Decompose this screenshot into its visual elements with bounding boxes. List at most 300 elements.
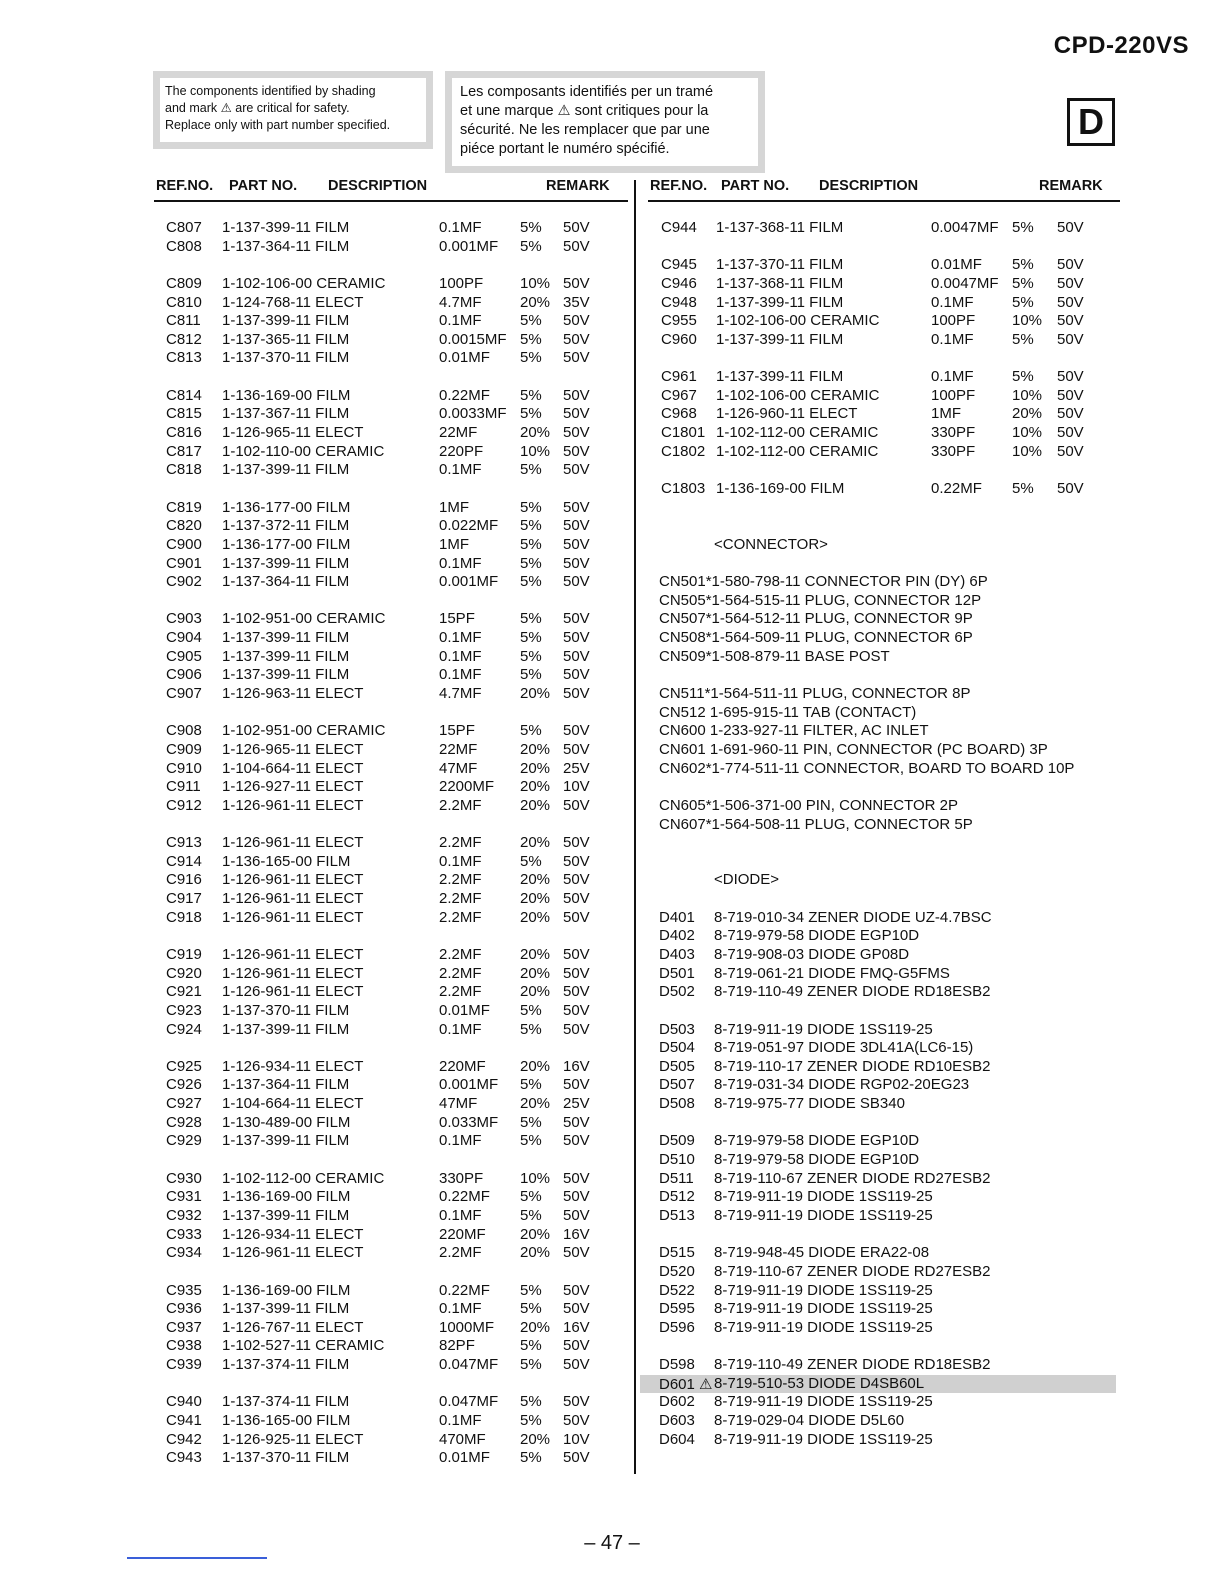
tolerance: 5% <box>520 573 542 591</box>
tolerance: 10% <box>520 274 551 292</box>
parts-list-right <box>0 219 1224 1449</box>
voltage: 50V <box>563 945 590 963</box>
part-no-desc: 1-126-963-11 ELECT <box>222 685 364 703</box>
tolerance: 5% <box>520 1001 542 1019</box>
tolerance: 5% <box>520 1076 542 1094</box>
value: 2.2MF <box>439 871 482 889</box>
part-no-desc: 8-719-510-53 DIODE D4SB60L <box>714 1374 925 1392</box>
ref-no: D501 <box>659 964 695 982</box>
notice-line: Replace only with part number specified. <box>165 118 391 132</box>
tolerance: 10% <box>1012 424 1043 442</box>
value: 1MF <box>931 405 961 423</box>
tolerance: 20% <box>520 1095 551 1113</box>
part-no-desc: 1-137-399-11 FILM <box>222 219 350 236</box>
voltage: 50V <box>563 964 590 982</box>
table-row <box>0 424 1224 443</box>
ref-no: C814 <box>166 386 202 404</box>
part-no-desc: 1-136-165-00 FILM <box>222 852 351 870</box>
part-no-desc: 1-137-399-11 FILM <box>222 666 350 684</box>
diode-row <box>0 1300 1224 1319</box>
voltage: 50V <box>1057 442 1084 460</box>
ref-no: C816 <box>166 424 202 442</box>
ref-no: C968 <box>661 405 697 423</box>
part-no-desc: 1-137-399-11 FILM <box>222 1132 350 1150</box>
header-ref: REF.NO. <box>156 178 214 194</box>
tolerance: 20% <box>520 293 551 311</box>
tolerance: 5% <box>1012 274 1034 292</box>
part-no-desc: 1-126-961-11 ELECT <box>222 908 364 926</box>
diode-row <box>0 1375 1224 1394</box>
notice-line: piéce portant le numéro spécifié. <box>460 141 670 157</box>
value: 1MF <box>439 535 469 553</box>
footer-rule <box>127 1557 267 1559</box>
ref-no: C941 <box>166 1412 202 1429</box>
voltage: 50V <box>1057 330 1084 348</box>
ref-no: C809 <box>166 274 202 292</box>
connector-entry: CN600 1-233-927-11 FILTER, AC INLET <box>659 722 929 740</box>
voltage: 50V <box>563 1020 590 1038</box>
table-row <box>0 331 1224 350</box>
part-no-desc: 1-126-965-11 ELECT <box>222 740 364 758</box>
ref-no: C938 <box>166 1337 202 1355</box>
diode-row <box>0 1021 1224 1040</box>
diode-row <box>0 1263 1224 1282</box>
tolerance: 20% <box>520 778 551 796</box>
diode-row <box>0 909 1224 928</box>
part-no-desc: 1-126-961-11 ELECT <box>222 945 364 963</box>
ref-no: D403 <box>659 945 695 963</box>
value: 0.1MF <box>439 1206 482 1224</box>
voltage: 10V <box>563 1430 590 1448</box>
part-no-desc: 1-126-925-11 ELECT <box>222 1430 364 1448</box>
tolerance: 5% <box>520 1356 542 1374</box>
diode-row <box>0 1356 1224 1375</box>
ref-no: C925 <box>166 1057 202 1075</box>
connector-row <box>0 704 1224 723</box>
ref-no: C907 <box>166 685 202 703</box>
part-no-desc: 1-137-368-11 FILM <box>716 274 844 292</box>
connector-row <box>0 573 1224 592</box>
voltage: 50V <box>1057 479 1084 497</box>
tolerance: 5% <box>520 386 542 404</box>
table-row <box>0 387 1224 406</box>
connector-row <box>0 816 1224 835</box>
tolerance: 5% <box>520 610 542 628</box>
connector-entry: CN501*1-580-798-11 CONNECTOR PIN (DY) 6P <box>659 573 988 591</box>
connector-entry: CN511*1-564-511-11 PLUG, CONNECTOR 8P <box>659 685 971 703</box>
voltage: 50V <box>563 1449 590 1467</box>
part-no-desc: 1-137-368-11 FILM <box>716 219 844 236</box>
value: 1000MF <box>439 1318 495 1336</box>
value: 0.001MF <box>439 573 499 591</box>
value: 0.047MF <box>439 1393 499 1411</box>
tolerance: 5% <box>520 517 542 535</box>
ref-no: D520 <box>659 1262 695 1280</box>
ref-no: C960 <box>661 330 697 348</box>
value: 220MF <box>439 1057 486 1075</box>
ref-no: C918 <box>166 908 202 926</box>
ref-no: C921 <box>166 983 202 1001</box>
tolerance: 5% <box>520 498 542 516</box>
row-gap <box>0 461 1224 480</box>
part-no-desc: 1-136-177-00 FILM <box>222 535 351 553</box>
part-no-desc: 1-137-399-11 FILM <box>716 293 844 311</box>
value: 2200MF <box>439 778 495 796</box>
row-gap <box>0 1114 1224 1133</box>
part-no-desc: 1-126-927-11 ELECT <box>222 778 364 796</box>
ref-no: C813 <box>166 349 202 367</box>
value: 470MF <box>439 1430 486 1448</box>
part-no-desc: 1-137-364-11 FILM <box>222 237 350 255</box>
row-gap <box>0 517 1224 536</box>
ref-no: D402 <box>659 927 695 945</box>
connector-row <box>0 722 1224 741</box>
tolerance: 20% <box>520 1225 551 1243</box>
voltage: 10V <box>563 778 590 796</box>
voltage: 25V <box>563 759 590 777</box>
part-no-desc: 1-102-951-00 CERAMIC <box>222 610 386 628</box>
ref-no: C946 <box>661 274 697 292</box>
value: 330PF <box>931 424 976 442</box>
connector-row <box>0 760 1224 779</box>
ref-no: D604 <box>659 1430 695 1448</box>
diode-row <box>0 965 1224 984</box>
value: 220PF <box>439 442 484 460</box>
ref-no: C1802 <box>661 442 706 460</box>
tolerance: 5% <box>520 405 542 423</box>
part-no-desc: 1-104-664-11 ELECT <box>222 759 364 777</box>
tolerance: 5% <box>520 1449 542 1467</box>
part-no-desc: 1-126-961-11 ELECT <box>222 983 364 1001</box>
ref-no: C819 <box>166 498 202 516</box>
part-no-desc: 1-126-961-11 ELECT <box>222 834 364 852</box>
voltage: 50V <box>563 1001 590 1019</box>
value: 0.0047MF <box>931 219 999 236</box>
tolerance: 10% <box>520 442 551 460</box>
tolerance: 20% <box>520 759 551 777</box>
voltage: 50V <box>563 871 590 889</box>
ref-no: D505 <box>659 1057 695 1075</box>
diode-row <box>0 1058 1224 1077</box>
tolerance: 5% <box>1012 479 1034 497</box>
voltage: 50V <box>563 1300 590 1318</box>
diode-row <box>0 1393 1224 1412</box>
diode-row <box>0 1319 1224 1338</box>
ref-no: C945 <box>661 256 697 274</box>
diode-row <box>0 1039 1224 1058</box>
row-gap <box>0 666 1224 685</box>
part-no-desc: 8-719-979-58 DIODE EGP10D <box>714 1151 920 1169</box>
connector-row <box>0 797 1224 816</box>
voltage: 50V <box>1057 274 1084 292</box>
diode-row <box>0 1412 1224 1431</box>
part-no-desc: 1-137-399-11 FILM <box>222 1300 350 1318</box>
section-letter-box: D <box>1067 98 1115 146</box>
connector-entry: CN512 1-695-915-11 TAB (CONTACT) <box>659 703 917 721</box>
tolerance: 5% <box>1012 293 1034 311</box>
diode-row <box>0 1170 1224 1189</box>
ref-no: D596 <box>659 1318 695 1336</box>
tolerance: 5% <box>520 1188 542 1206</box>
tolerance: 5% <box>520 312 542 330</box>
header-remark: REMARK <box>1039 178 1103 194</box>
voltage: 50V <box>563 349 590 367</box>
part-no-desc: 1-124-768-11 ELECT <box>222 293 364 311</box>
diode-row <box>0 983 1224 1002</box>
part-no-desc: 1-136-169-00 FILM <box>222 1281 351 1299</box>
ref-no: D513 <box>659 1206 695 1224</box>
section-title: <DIODE> <box>714 871 780 889</box>
tolerance: 5% <box>520 1300 542 1318</box>
ref-no: C820 <box>166 517 202 535</box>
value: 2.2MF <box>439 908 482 926</box>
ref-no: C961 <box>661 368 697 386</box>
part-no-desc: 1-126-961-11 ELECT <box>222 796 364 814</box>
part-no-desc: 1-126-934-11 ELECT <box>222 1057 364 1075</box>
value: 15PF <box>439 722 475 740</box>
tolerance: 5% <box>520 461 542 479</box>
diode-row <box>0 1244 1224 1263</box>
row-gap <box>0 499 1224 518</box>
ref-no: C913 <box>166 834 202 852</box>
voltage: 50V <box>563 1206 590 1224</box>
ref-no: D598 <box>659 1356 695 1374</box>
value: 0.1MF <box>439 1412 482 1429</box>
ref-no: C928 <box>166 1113 202 1131</box>
ref-no: C940 <box>166 1393 202 1411</box>
value: 0.01MF <box>439 1001 490 1019</box>
ref-no: C900 <box>166 535 202 553</box>
part-no-desc: 1-137-374-11 FILM <box>222 1356 350 1374</box>
part-no-desc: 1-137-399-11 FILM <box>222 461 350 479</box>
ref-no: C912 <box>166 796 202 814</box>
part-no-desc: 8-719-911-19 DIODE 1SS119-25 <box>714 1393 933 1411</box>
voltage: 50V <box>563 890 590 908</box>
header-desc: DESCRIPTION <box>328 178 428 194</box>
part-no-desc: 1-137-370-11 FILM <box>222 1449 350 1467</box>
safety-notice-english <box>160 78 426 142</box>
diode-row <box>0 1282 1224 1301</box>
header-part: PART NO. <box>229 178 298 194</box>
voltage: 50V <box>1057 219 1084 236</box>
part-no-desc: 1-126-965-11 ELECT <box>222 424 364 442</box>
ref-no: C904 <box>166 629 202 647</box>
header-ref: REF.NO. <box>650 178 708 194</box>
value: 47MF <box>439 759 478 777</box>
part-no-desc: 1-137-370-11 FILM <box>222 349 350 367</box>
part-no-desc: 1-137-399-11 FILM <box>222 554 350 572</box>
diode-row <box>0 946 1224 965</box>
tolerance: 5% <box>520 237 542 255</box>
value: 0.1MF <box>439 629 482 647</box>
part-no-desc: 8-719-975-77 DIODE SB340 <box>714 1095 905 1113</box>
part-no-desc: 1-136-169-00 FILM <box>716 479 845 497</box>
part-no-desc: 8-719-911-19 DIODE 1SS119-25 <box>714 1020 933 1038</box>
part-no-desc: 1-137-399-11 FILM <box>222 1206 350 1224</box>
part-no-desc: 1-136-169-00 FILM <box>222 386 351 404</box>
part-no-desc: 1-102-106-00 CERAMIC <box>716 386 880 404</box>
value: 22MF <box>439 740 478 758</box>
header-rule-right <box>648 200 1120 202</box>
tolerance: 5% <box>520 722 542 740</box>
voltage: 50V <box>1057 405 1084 423</box>
part-no-desc: 1-137-399-11 FILM <box>222 1020 350 1038</box>
value: 0.1MF <box>931 368 974 386</box>
tolerance: 10% <box>520 1169 551 1187</box>
table-row <box>0 480 1224 499</box>
header-remark: REMARK <box>546 178 610 194</box>
tolerance: 20% <box>520 685 551 703</box>
ref-no: C818 <box>166 461 202 479</box>
part-no-desc: 1-136-165-00 FILM <box>222 1412 351 1429</box>
part-no-desc: 1-102-112-00 CERAMIC <box>222 1169 385 1187</box>
table-row <box>0 256 1224 275</box>
table-row <box>0 405 1224 424</box>
part-no-desc: 8-719-911-19 DIODE 1SS119-25 <box>714 1318 933 1336</box>
tolerance: 10% <box>1012 312 1043 330</box>
diode-row <box>0 1132 1224 1151</box>
ref-no: D511 <box>659 1169 694 1187</box>
voltage: 50V <box>1057 293 1084 311</box>
ref-no: C1801 <box>661 424 706 442</box>
connector-row <box>0 610 1224 629</box>
value: 0.1MF <box>931 293 974 311</box>
part-no-desc: 1-137-364-11 FILM <box>222 1076 350 1094</box>
part-no-desc: 1-137-370-11 FILM <box>716 256 844 274</box>
tolerance: 5% <box>520 535 542 553</box>
voltage: 50V <box>563 1337 590 1355</box>
row-gap <box>0 1002 1224 1021</box>
ref-no: C810 <box>166 293 202 311</box>
ref-no: D507 <box>659 1076 695 1094</box>
row-gap <box>0 834 1224 853</box>
page-number: – 47 – <box>584 1532 640 1554</box>
voltage: 50V <box>563 983 590 1001</box>
voltage: 50V <box>563 424 590 442</box>
ref-no: C817 <box>166 442 202 460</box>
part-no-desc: 8-719-051-97 DIODE 3DL41A(LC6-15) <box>714 1039 974 1057</box>
voltage: 50V <box>1057 386 1084 404</box>
table-row <box>0 275 1224 294</box>
part-no-desc: 8-719-911-19 DIODE 1SS119-25 <box>714 1430 933 1448</box>
part-no-desc: 8-719-010-34 ZENER DIODE UZ-4.7BSC <box>714 908 992 926</box>
voltage: 50V <box>563 219 590 236</box>
voltage: 50V <box>563 498 590 516</box>
part-no-desc: 8-719-911-19 DIODE 1SS119-25 <box>714 1188 933 1206</box>
voltage: 50V <box>563 685 590 703</box>
voltage: 50V <box>563 237 590 255</box>
ref-no: C936 <box>166 1300 202 1318</box>
part-no-desc: 8-719-911-19 DIODE 1SS119-25 <box>714 1206 933 1224</box>
tolerance: 20% <box>520 796 551 814</box>
voltage: 50V <box>563 1169 590 1187</box>
part-no-desc: 1-137-372-11 FILM <box>222 517 350 535</box>
part-no-desc: 1-126-961-11 ELECT <box>222 1244 364 1262</box>
connector-entry: CN607*1-564-508-11 PLUG, CONNECTOR 5P <box>659 815 973 833</box>
value: 1MF <box>439 498 469 516</box>
part-no-desc: 1-137-399-11 FILM <box>222 647 350 665</box>
ref-no: C967 <box>661 386 697 404</box>
diode-row <box>0 1095 1224 1114</box>
ref-no: D401 <box>659 908 695 926</box>
connector-entry: CN508*1-564-509-11 PLUG, CONNECTOR 6P <box>659 629 973 647</box>
voltage: 50V <box>563 1076 590 1094</box>
tolerance: 10% <box>1012 386 1043 404</box>
table-row <box>0 443 1224 462</box>
diode-row <box>0 927 1224 946</box>
row-gap <box>0 1226 1224 1245</box>
tolerance: 5% <box>1012 330 1034 348</box>
tolerance: 20% <box>520 964 551 982</box>
part-no-desc: 1-137-364-11 FILM <box>222 573 350 591</box>
value: 0.0015MF <box>439 330 507 348</box>
voltage: 50V <box>563 405 590 423</box>
part-no-desc: 1-102-112-00 CERAMIC <box>716 424 879 442</box>
value: 15PF <box>439 610 475 628</box>
voltage: 50V <box>563 1113 590 1131</box>
ref-no: C917 <box>166 890 202 908</box>
voltage: 50V <box>563 1244 590 1262</box>
table-row <box>0 1449 634 1468</box>
part-no-desc: 1-137-374-11 FILM <box>222 1393 350 1411</box>
connector-entry: CN505*1-564-515-11 PLUG, CONNECTOR 12P <box>659 591 982 609</box>
voltage: 50V <box>563 1281 590 1299</box>
value: 0.1MF <box>439 461 482 479</box>
value: 0.1MF <box>439 1020 482 1038</box>
voltage: 50V <box>563 386 590 404</box>
connector-row <box>0 648 1224 667</box>
voltage: 50V <box>563 852 590 870</box>
connector-entry: CN507*1-564-512-11 PLUG, CONNECTOR 9P <box>659 610 973 628</box>
diode-row <box>0 1207 1224 1226</box>
value: 0.22MF <box>931 479 982 497</box>
part-no-desc: 1-137-370-11 FILM <box>222 1001 350 1019</box>
ref-no: D515 <box>659 1244 695 1262</box>
part-no-desc: 1-136-169-00 FILM <box>222 1188 351 1206</box>
tolerance: 20% <box>520 890 551 908</box>
voltage: 50V <box>1057 368 1084 386</box>
part-no-desc: 1-102-110-00 CERAMIC <box>222 442 385 460</box>
ref-no: C909 <box>166 740 202 758</box>
tolerance: 20% <box>520 1244 551 1262</box>
value: 0.01MF <box>439 349 490 367</box>
notice-line: et une marque ⚠ sont critiques pour la <box>460 103 709 119</box>
part-no-desc: 1-126-767-11 ELECT <box>222 1318 364 1336</box>
tolerance: 5% <box>520 1281 542 1299</box>
row-gap <box>0 349 1224 368</box>
value: 0.1MF <box>439 1132 482 1150</box>
part-no-desc: 1-126-961-11 ELECT <box>222 964 364 982</box>
voltage: 16V <box>563 1057 590 1075</box>
voltage: 50V <box>563 722 590 740</box>
table-row <box>0 368 1224 387</box>
tolerance: 5% <box>520 666 542 684</box>
ref-no: C906 <box>166 666 202 684</box>
ref-no: D508 <box>659 1095 695 1113</box>
tolerance: 5% <box>520 1020 542 1038</box>
voltage: 50V <box>563 517 590 535</box>
ref-no: C943 <box>166 1449 202 1467</box>
tolerance: 20% <box>520 424 551 442</box>
connector-row <box>0 741 1224 760</box>
section-heading <box>0 871 1224 890</box>
value: 2.2MF <box>439 834 482 852</box>
part-no-desc: 8-719-110-49 ZENER DIODE RD18ESB2 <box>714 983 991 1001</box>
voltage: 50V <box>563 1412 590 1429</box>
tolerance: 20% <box>520 834 551 852</box>
part-no-desc: 8-719-979-58 DIODE EGP10D <box>714 927 920 945</box>
section-title: <CONNECTOR> <box>714 535 828 553</box>
